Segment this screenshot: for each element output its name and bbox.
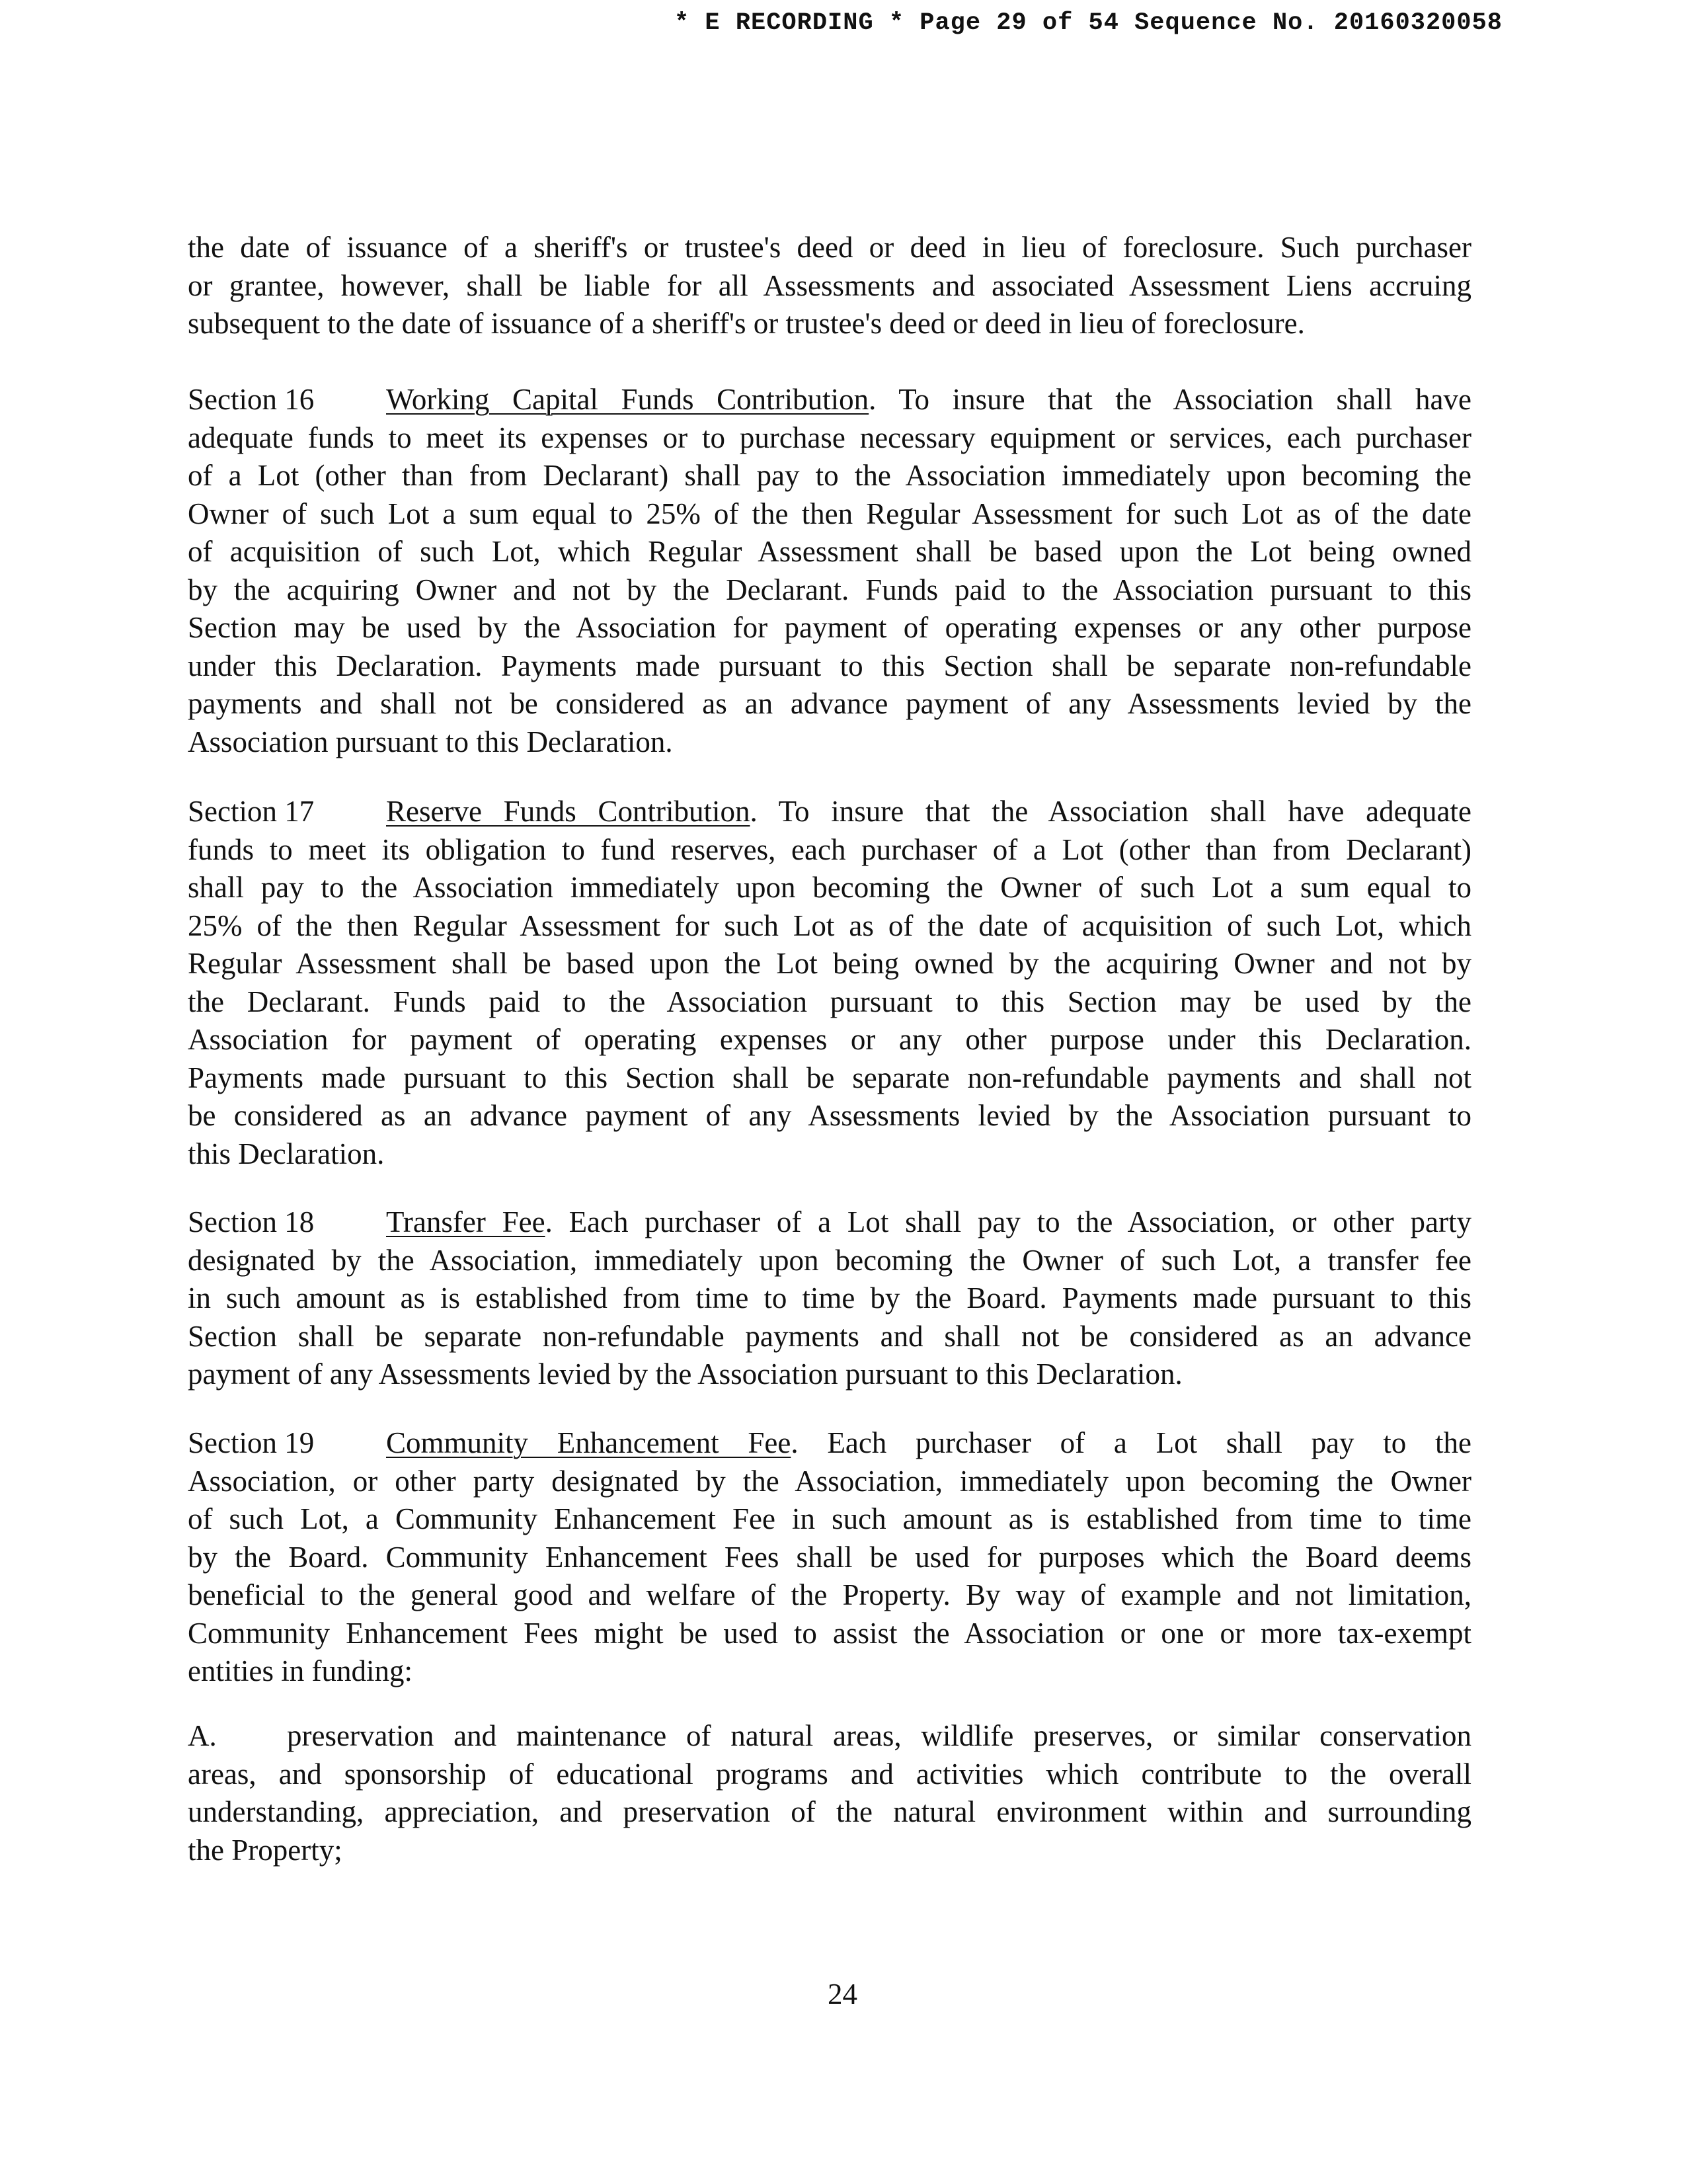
text-line: Association for payment of operating expenses or any other purpose under this Declaration. — [188, 1023, 1471, 1056]
text-line — [188, 381, 1471, 419]
text-line: adequate funds to meet its expenses or to purchase necessary equipment or services, each purchaser — [188, 421, 1471, 454]
text-line: the Declarant. Funds paid to the Association pursuant to this Section may be used by the — [188, 985, 1471, 1018]
text-line: areas, and sponsorship of educational programs and activities which contribute to the overall — [188, 1757, 1471, 1791]
section-19 — [188, 1424, 1471, 1691]
item-a — [188, 1717, 1471, 1869]
text-line — [188, 1203, 1471, 1242]
section-title: Community Enhancement Fee — [386, 1426, 791, 1459]
section-title: Reserve Funds Contribution — [386, 795, 750, 828]
text-line: designated by the Association, immediately upon becoming the Owner of such Lot, a transfer fee — [188, 1243, 1471, 1277]
text-line: entities in funding: — [188, 1654, 412, 1687]
text-line — [188, 1424, 1471, 1463]
text-line: subsequent to the date of issuance of a sheriff's or trustee's deed or deed in lieu of foreclosure. — [188, 307, 1305, 340]
page-number: 24 — [828, 1978, 857, 2011]
section-label: Section 17 — [188, 795, 315, 828]
text-line: the date of issuance of a sheriff's or trustee's deed or deed in lieu of foreclosure. Such purchaser — [188, 231, 1471, 264]
text-line: by the Board. Community Enhancement Fees shall be used for purposes which the Board deems — [188, 1540, 1471, 1574]
text-line: or grantee, however, shall be liable for all Assessments and associated Assessment Liens accruing — [188, 268, 1471, 302]
text-segment: . Each purchaser of a Lot shall pay to the Association, or other party — [545, 1205, 1471, 1238]
text-line: Payments made pursuant to this Section shall be separate non-refundable payments and shall not — [188, 1061, 1471, 1094]
text-line: of such Lot, a Community Enhancement Fee in such amount as is established from time to time — [188, 1502, 1471, 1535]
text-segment: preservation and maintenance of natural areas, wildlife preserves, or similar conservation — [287, 1719, 1471, 1752]
section-18 — [188, 1203, 1471, 1394]
text-line: Section may be used by the Association for payment of operating expenses or any other purpose — [188, 611, 1471, 644]
text-line: of a Lot (other than from Declarant) shall pay to the Association immediately upon becoming the — [188, 459, 1471, 492]
section-title: Transfer Fee — [386, 1205, 545, 1238]
text-line: funds to meet its obligation to fund reserves, each purchaser of a Lot (other than from Declarant) — [188, 832, 1471, 866]
text-line: shall pay to the Association immediately upon becoming the Owner of such Lot a sum equal to — [188, 871, 1471, 904]
section-title: Working Capital Funds Contribution — [386, 383, 869, 416]
text-line — [188, 1717, 1471, 1756]
text-line: Association pursuant to this Declaration. — [188, 725, 673, 758]
text-line: understanding, appreciation, and preservation of the natural environment within and surrounding — [188, 1795, 1471, 1828]
text-line: Owner of such Lot a sum equal to 25% of the then Regular Assessment for such Lot as of the date — [188, 497, 1471, 530]
text-segment: . To insure that the Association shall have — [869, 383, 1471, 416]
paragraph-continuation — [188, 229, 1471, 343]
section-16 — [188, 381, 1471, 761]
text-line: of acquisition of such Lot, which Regular Assessment shall be based upon the Lot being owned — [188, 535, 1471, 568]
section-label: Section 18 — [188, 1205, 315, 1238]
text-line: 25% of the then Regular Assessment for such Lot as of the date of acquisition of such Lot, which — [188, 909, 1471, 942]
text-line: the Property; — [188, 1833, 342, 1867]
text-line: under this Declaration. Payments made pursuant to this Section shall be separate non-refundable — [188, 649, 1471, 682]
text-line: payment of any Assessments levied by the Association pursuant to this Declaration. — [188, 1357, 1183, 1391]
text-line: payments and shall not be considered as an advance payment of any Assessments levied by the — [188, 687, 1471, 720]
text-segment: . Each purchaser of a Lot shall pay to the — [791, 1426, 1471, 1459]
text-line: Regular Assessment shall be based upon the Lot being owned by the acquiring Owner and not by — [188, 947, 1471, 980]
text-line: by the acquiring Owner and not by the Declarant. Funds paid to the Association pursuant to this — [188, 573, 1471, 606]
text-segment: . To insure that the Association shall have adequate — [750, 795, 1471, 828]
text-line — [188, 793, 1471, 831]
section-label: Section 19 — [188, 1426, 315, 1459]
text-line: Community Enhancement Fees might be used to assist the Association or one or more tax-exempt — [188, 1616, 1471, 1650]
text-line: Association, or other party designated by the Association, immediately upon becoming the Owner — [188, 1464, 1471, 1498]
text-line: be considered as an advance payment of any Assessments levied by the Association pursuant to — [188, 1099, 1471, 1132]
recording-header: * E RECORDING * Page 29 of 54 Sequence No. 20160320058 — [674, 9, 1503, 37]
section-label: A. — [188, 1719, 217, 1752]
text-line: in such amount as is established from time to time by the Board. Payments made pursuant to this — [188, 1281, 1471, 1314]
section-label: Section 16 — [188, 383, 315, 416]
text-line: this Declaration. — [188, 1137, 385, 1170]
text-line: Section shall be separate non-refundable payments and shall not be considered as an advance — [188, 1319, 1471, 1353]
text-line: beneficial to the general good and welfare of the Property. By way of example and not limitation, — [188, 1578, 1471, 1611]
section-17 — [188, 793, 1471, 1173]
